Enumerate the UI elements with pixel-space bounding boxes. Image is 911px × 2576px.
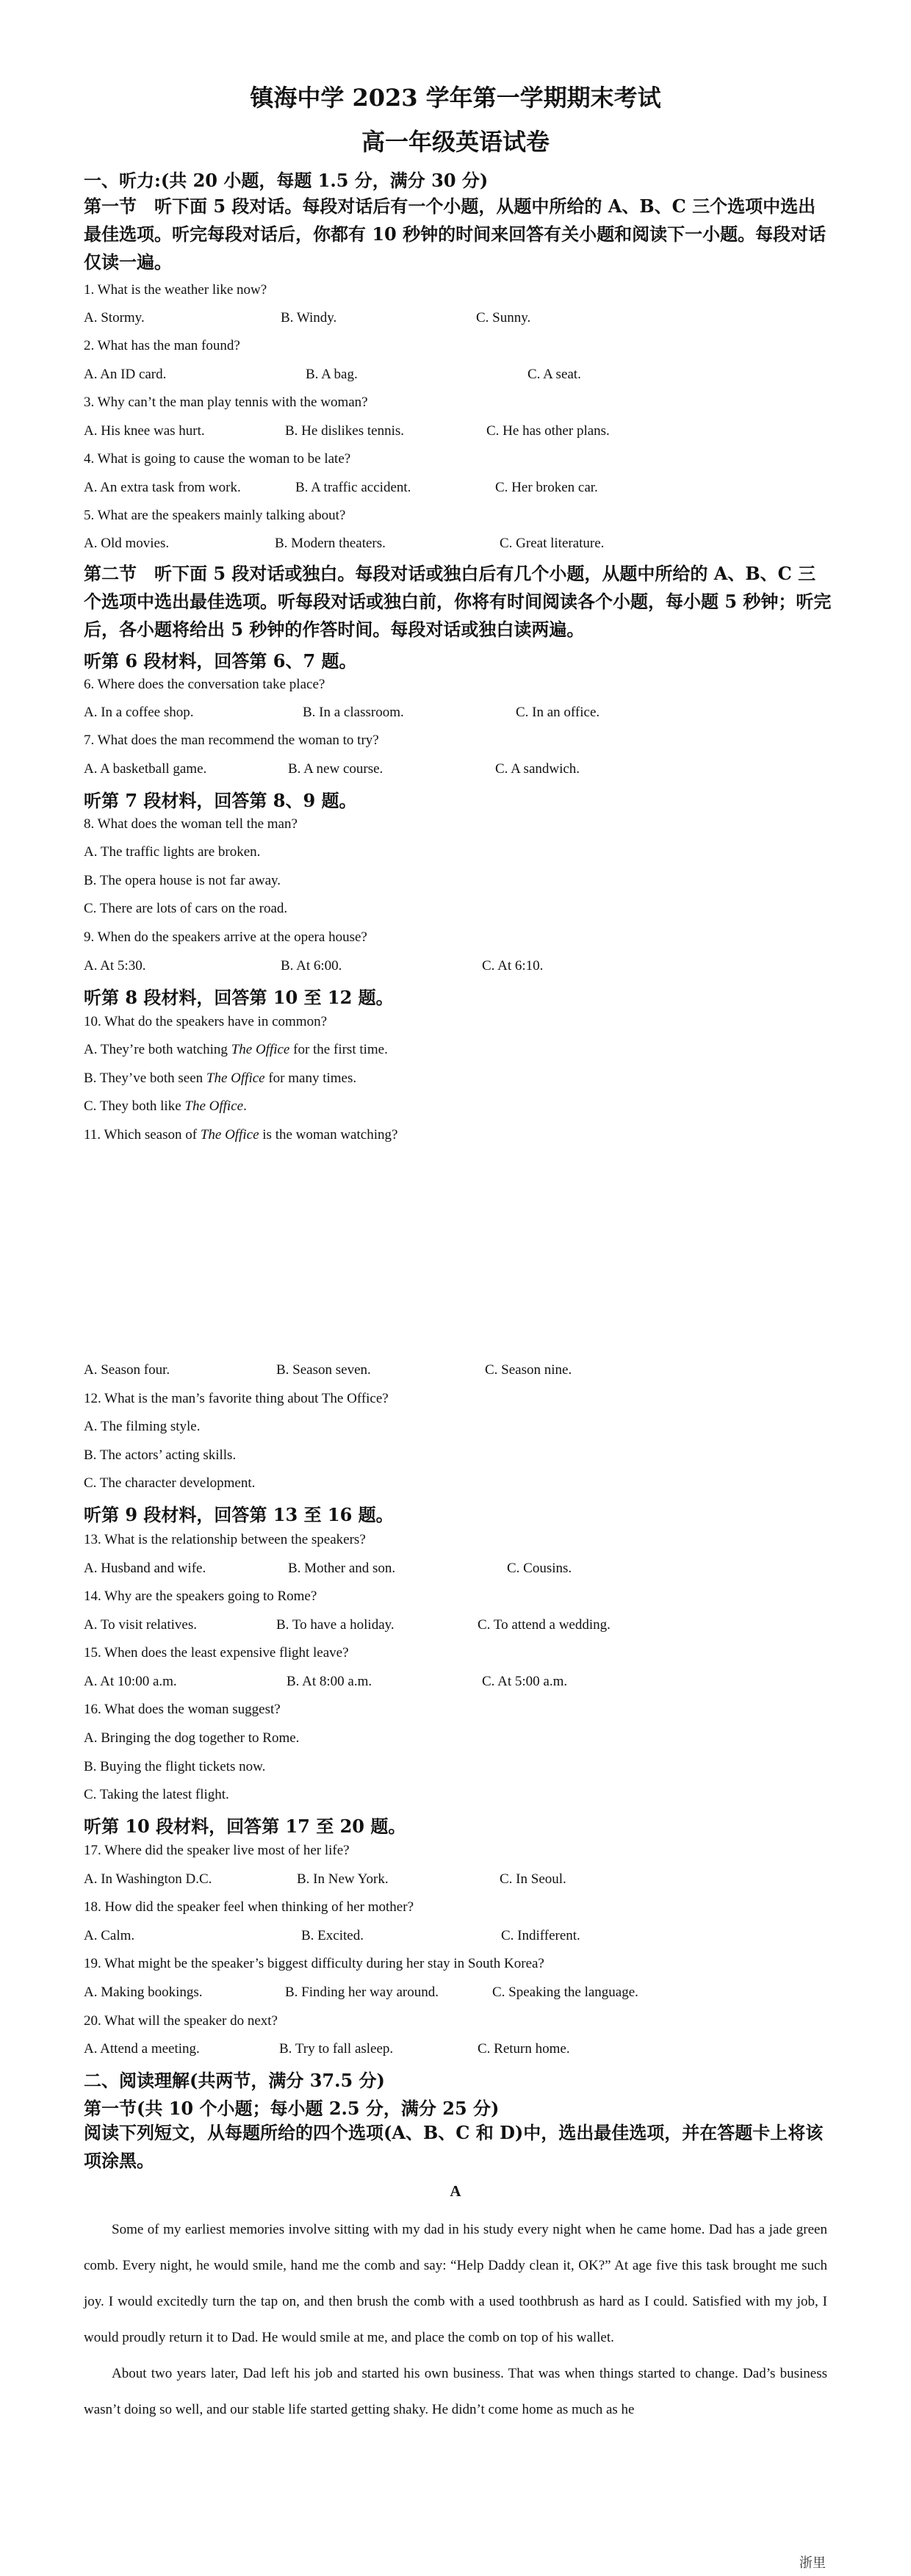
question-stem: 15. When does the least expensive flight leave? [84, 1645, 349, 1661]
option-c: C. He has other plans. [486, 423, 610, 439]
option-c: C. At 6:10. [482, 958, 544, 974]
section1-intro: 第一节 听下面 5 段对话。每段对话后有一个小题，从题中所给的 A、B、C 三个选项中选出最佳选项。听完每段对话后，你都有 10 秒钟的时间来回答有关小题和阅读下一小题。每段对话仅读一遍。 [84, 195, 827, 273]
question-stem: 12. What is the man’s favorite thing about The Office? [84, 1391, 389, 1406]
option-a: A. In Washington D.C. [84, 1871, 212, 1887]
question-stem: 14. Why are the speakers going to Rome? [84, 1589, 317, 1604]
reading-passage [84, 2212, 827, 2428]
question-stem: 20. What will the speaker do next? [84, 2013, 278, 2029]
passage-paragraph: Some of my earliest memories involve sitting with my dad in his study every night when he came home. Dad has a jade green comb. Every night, he would smile, hand me the comb and say: “Help Daddy clean it, OK?” At age five this task brought me such joy. I would excitedly turn the tap on, and then brush the comb with a used toothbrush as hard as I could. Satisfied with my job, I would proudly return it to Dad. He would smile at me, and place the comb on top of his wallet. [84, 2222, 827, 2345]
option-c: C. There are lots of cars on the road. [84, 901, 288, 916]
option-a: A. Attend a meeting. [84, 2041, 200, 2057]
option-a: A. They’re both watching The Office for the first time. [84, 1042, 388, 1057]
option-b: B. The opera house is not far away. [84, 873, 281, 888]
group-heading: 听第 10 段材料，回答第 17 至 20 题。 [84, 1816, 406, 1837]
group-heading: 听第 7 段材料，回答第 8、9 题。 [84, 790, 357, 811]
option-a: A. In a coffee shop. [84, 705, 194, 720]
option-c: C. Indifferent. [501, 1928, 580, 1943]
exam-title: 镇海中学 2023 学年第一学期期末考试 [250, 84, 661, 112]
option-b: B. A bag. [306, 367, 358, 382]
option-a: A. Bringing the dog together to Rome. [84, 1730, 300, 1746]
option-a: A. An extra task from work. [84, 480, 241, 495]
question-stem: 2. What has the man found? [84, 338, 240, 353]
option-c: C. Sunny. [476, 310, 531, 325]
question-stem: 5. What are the speakers mainly talking about? [84, 508, 346, 523]
group-heading: 听第 6 段材料，回答第 6、7 题。 [84, 650, 357, 672]
option-a: A. An ID card. [84, 367, 167, 382]
option-a: A. Season four. [84, 1362, 170, 1378]
group-heading: 听第 9 段材料，回答第 13 至 16 题。 [84, 1504, 394, 1525]
question-stem: 13. What is the relationship between the speakers? [84, 1532, 366, 1547]
option-a: A. His knee was hurt. [84, 423, 205, 439]
question-stem: 16. What does the woman suggest? [84, 1702, 281, 1717]
option-c: C. Her broken car. [495, 480, 598, 495]
question-stem: 3. Why can’t the man play tennis with the woman? [84, 395, 368, 410]
question-stem: 6. Where does the conversation take place? [84, 677, 325, 692]
option-a: A. A basketball game. [84, 761, 207, 777]
question-stem: 10. What do the speakers have in common? [84, 1014, 327, 1029]
question-stem: 19. What might be the speaker’s biggest difficulty during her stay in South Korea? [84, 1956, 544, 1971]
option-b: B. Windy. [281, 310, 337, 325]
question-stem: 11. Which season of The Office is the woman watching? [84, 1127, 398, 1143]
option-b: B. Season seven. [276, 1362, 371, 1378]
part1-heading: 一、听力:(共 20 小题，每题 1.5 分，满分 30 分) [84, 170, 489, 191]
option-a: A. At 5:30. [84, 958, 146, 974]
option-b: B. The actors’ acting skills. [84, 1447, 237, 1463]
question-stem: 8. What does the woman tell the man? [84, 816, 298, 832]
option-b: B. In a classroom. [303, 705, 404, 720]
option-b: B. Modern theaters. [275, 536, 386, 551]
option-c: C. Season nine. [485, 1362, 572, 1378]
question-stem: 18. How did the speaker feel when thinking of her mother? [84, 1899, 414, 1915]
option-b: B. Finding her way around. [285, 1985, 439, 2000]
question-stem: 1. What is the weather like now? [84, 282, 267, 298]
option-b: B. In New York. [297, 1871, 389, 1887]
option-b: B. To have a holiday. [276, 1617, 395, 1633]
question-stem: 4. What is going to cause the woman to be late? [84, 451, 351, 467]
option-c: C. Return home. [478, 2041, 570, 2057]
question-stem: 17. Where did the speaker live most of her life? [84, 1843, 350, 1858]
footer-mark: 浙里 [799, 2555, 826, 2571]
option-a: A. At 10:00 a.m. [84, 1674, 177, 1689]
part2-heading: 二、阅读理解(共两节，满分 37.5 分) [84, 2070, 385, 2091]
option-c: C. The character development. [84, 1475, 256, 1491]
option-b: B. A traffic accident. [295, 480, 411, 495]
exam-subtitle: 高一年级英语试卷 [361, 128, 550, 156]
option-c: C. A seat. [527, 367, 581, 382]
option-b: B. Mother and son. [288, 1561, 396, 1576]
option-c: C. Great literature. [500, 536, 605, 551]
option-c: C. A sandwich. [495, 761, 580, 777]
option-a: A. Old movies. [84, 536, 170, 551]
option-b: B. At 6:00. [281, 958, 342, 974]
option-b: B. Excited. [301, 1928, 364, 1943]
option-b: B. Buying the flight tickets now. [84, 1759, 266, 1774]
option-b: B. A new course. [288, 761, 384, 777]
option-c: C. In Seoul. [500, 1871, 566, 1887]
question-stem: 7. What does the man recommend the woman to try? [84, 733, 379, 748]
passage-paragraph: About two years later, Dad left his job and started his own business. That was when things started to change. Dad’s business wasn’t doing so well, and our stable life started getting shaky. He didn’t come home as much as he [84, 2366, 827, 2417]
option-b: B. Try to fall asleep. [279, 2041, 394, 2057]
option-c: C. Cousins. [507, 1561, 572, 1576]
option-c: C. In an office. [516, 705, 600, 720]
option-c: C. At 5:00 a.m. [482, 1674, 568, 1689]
option-c: C. They both like The Office. [84, 1098, 247, 1114]
option-c: C. To attend a wedding. [478, 1617, 611, 1633]
question-stem: 9. When do the speakers arrive at the opera house? [84, 929, 367, 945]
option-b: B. At 8:00 a.m. [287, 1674, 372, 1689]
option-b: B. He dislikes tennis. [285, 423, 405, 439]
section2-intro: 第二节 听下面 5 段对话或独白。每段对话或独白后有几个小题，从题中所给的 A、B、C 三个选项中选出最佳选项。听每段对话或独白前，你将有时间阅读各个小题，每小题 5 秒钟；听完后，各小题将给出 5 秒钟的作答时间。每段对话或独白读两遍。 [84, 563, 832, 640]
option-a: A. Calm. [84, 1928, 135, 1943]
option-a: A. Husband and wife. [84, 1561, 206, 1576]
part2-section1-heading: 第一节(共 10 个小题；每小题 2.5 分，满分 25 分) [84, 2098, 500, 2119]
option-c: C. Taking the latest flight. [84, 1787, 229, 1802]
passage-letter: A [450, 2182, 461, 2200]
option-b: B. They’ve both seen The Office for many times. [84, 1071, 357, 1086]
option-c: C. Speaking the language. [492, 1985, 638, 2000]
option-a: A. To visit relatives. [84, 1617, 197, 1633]
option-a: A. Making bookings. [84, 1985, 203, 2000]
group-heading: 听第 8 段材料，回答第 10 至 12 题。 [84, 987, 394, 1008]
option-a: A. The traffic lights are broken. [84, 844, 261, 860]
option-a: A. Stormy. [84, 310, 145, 325]
part2-instructions: 阅读下列短文，从每题所给的四个选项(A、B、C 和 D)中，选出最佳选项，并在答题卡上将该项涂黑。 [84, 2122, 824, 2171]
option-a: A. The filming style. [84, 1419, 201, 1434]
